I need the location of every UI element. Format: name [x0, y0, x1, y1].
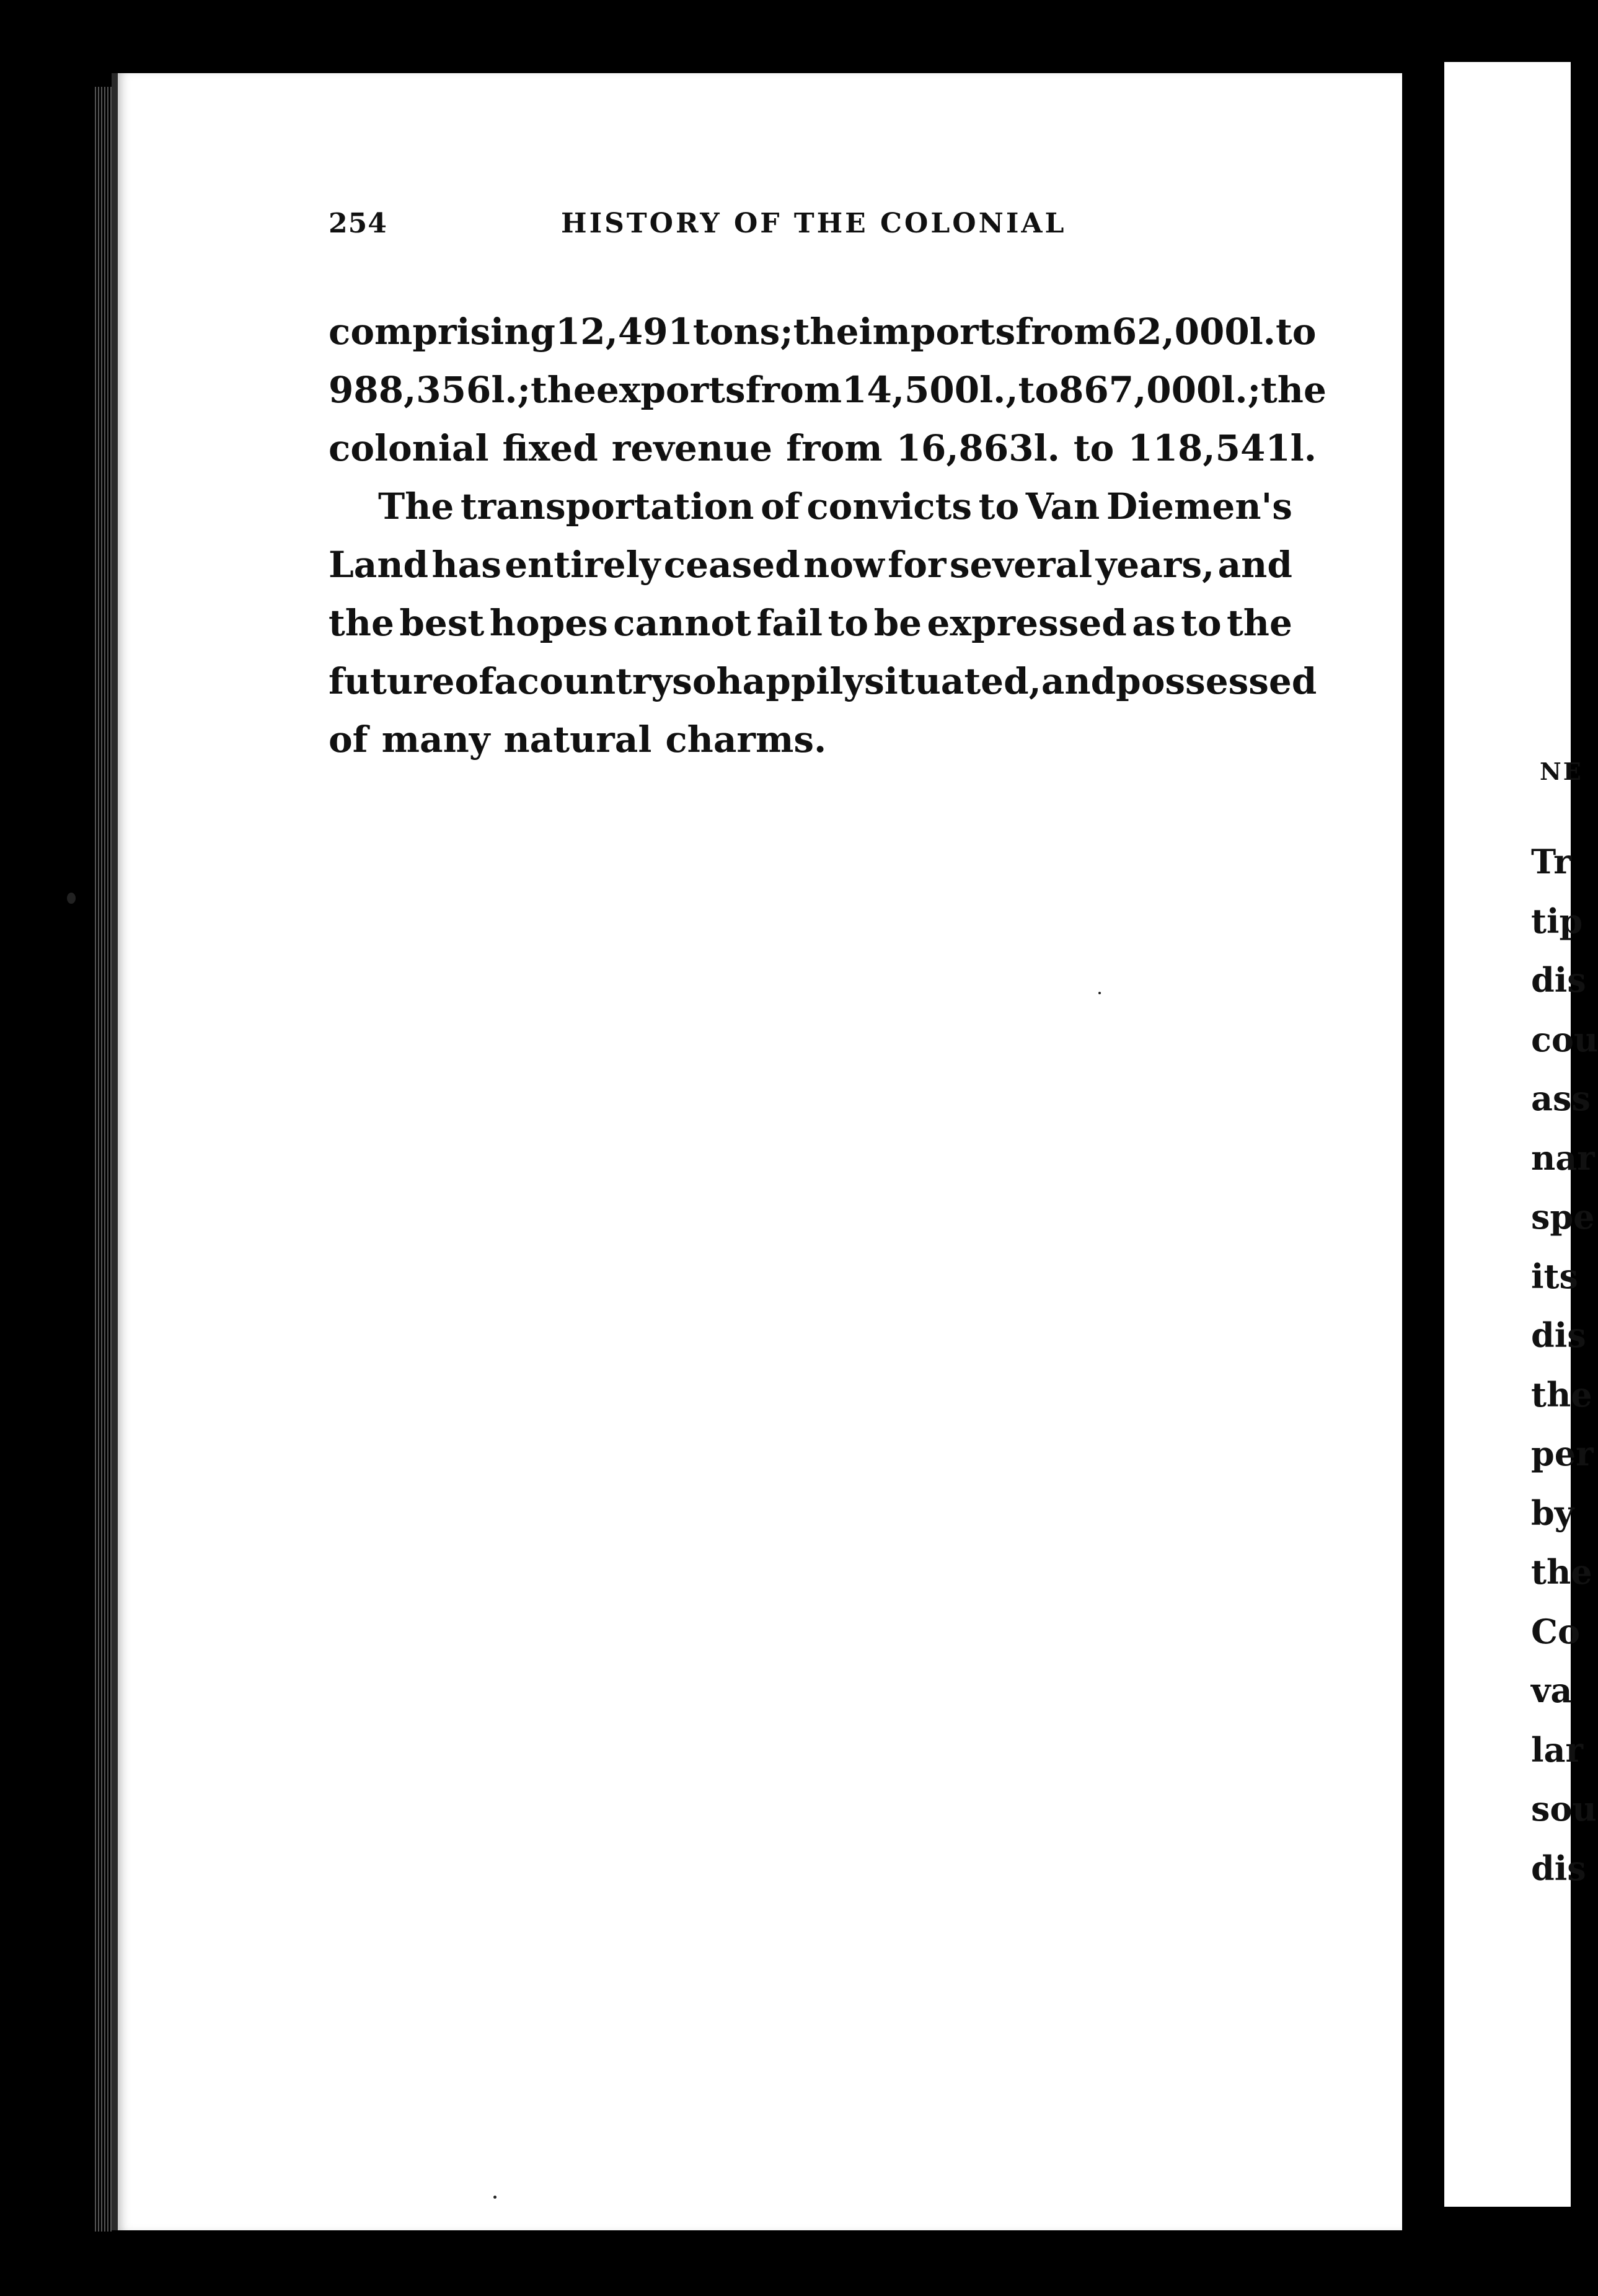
word: a — [494, 660, 518, 702]
page-header — [329, 208, 1067, 245]
word: entirely — [505, 544, 661, 586]
right-page-line-fragment: dis — [1531, 1315, 1586, 1355]
word: fail — [756, 602, 823, 644]
word: has — [431, 544, 501, 586]
word: years, — [1095, 544, 1215, 586]
word: and — [1217, 544, 1292, 586]
word: so — [672, 660, 717, 702]
word: revenue — [611, 427, 773, 469]
word: country — [517, 660, 673, 702]
word: Diemen's — [1106, 485, 1292, 528]
text-line — [329, 302, 1317, 361]
word: tons; — [692, 311, 793, 353]
running-head: HISTORY OF THE COLONIAL — [561, 208, 1067, 239]
text-line — [329, 594, 1292, 652]
right-page-line-fragment: its — [1531, 1256, 1578, 1296]
right-page-line-fragment: va — [1531, 1671, 1573, 1710]
word: colonial — [329, 427, 489, 469]
word: of — [761, 485, 800, 528]
word: fixed — [502, 427, 598, 469]
book-gutter — [1402, 62, 1446, 2244]
word: for — [888, 544, 947, 586]
page-number: 254 — [329, 208, 387, 239]
word: imports — [859, 311, 1016, 353]
right-page-line-fragment: spe — [1531, 1197, 1595, 1237]
word: hopes — [489, 602, 608, 644]
word: the — [793, 311, 859, 353]
word: 14,500l., — [842, 369, 1018, 411]
word: to — [1181, 602, 1222, 644]
word: possessed — [1116, 660, 1317, 702]
word: happily — [716, 660, 865, 702]
right-page-line-fragment: sou — [1531, 1789, 1597, 1829]
right-page-line-fragment: Tr — [1531, 842, 1571, 881]
text-line — [329, 710, 1292, 769]
scan-speck — [493, 2196, 497, 2199]
word: natural — [503, 718, 652, 761]
word: be — [873, 602, 922, 644]
word: exports — [596, 369, 746, 411]
word: now — [803, 544, 885, 586]
word: expressed — [927, 602, 1127, 644]
word: transportation — [460, 485, 754, 528]
right-page-line-fragment: cou — [1531, 1019, 1598, 1059]
word: the — [1227, 602, 1292, 644]
right-page-line-fragment: by — [1531, 1493, 1574, 1533]
right-page-head-fragment: NE — [1540, 757, 1583, 785]
right-page-line-fragment: dis — [1531, 1848, 1586, 1888]
right-page-line-fragment: the — [1531, 1374, 1592, 1415]
word: the — [530, 369, 596, 411]
word: cannot — [613, 602, 751, 644]
word: to — [1275, 311, 1317, 353]
word: Land — [329, 544, 429, 586]
word: and — [1041, 660, 1116, 702]
word: as — [1132, 602, 1176, 644]
body-text — [329, 302, 1327, 769]
word: from — [745, 369, 842, 411]
word: of — [329, 718, 368, 761]
word: future — [329, 660, 455, 702]
right-page-line-fragment: nar — [1531, 1137, 1595, 1178]
text-line — [329, 477, 1292, 536]
right-page-line-fragment: tip — [1531, 901, 1583, 941]
right-page-line-fragment: dis — [1531, 960, 1586, 1000]
text-line — [329, 361, 1327, 419]
word: 988,356l.; — [329, 369, 531, 411]
word: several — [949, 544, 1093, 586]
word: many — [381, 718, 490, 761]
word: ceased — [663, 544, 800, 586]
word: to — [1073, 427, 1115, 469]
word: 12,491 — [555, 311, 693, 353]
word: the — [1261, 369, 1327, 411]
word: charms. — [665, 718, 827, 761]
word: of — [454, 660, 495, 702]
right-page-line-fragment: Co — [1531, 1611, 1580, 1651]
page-edge-stack — [93, 87, 112, 2232]
right-page-line-fragment: ass — [1531, 1079, 1591, 1118]
word: best — [399, 602, 485, 644]
word: situated, — [864, 660, 1041, 702]
word: 62,000l. — [1111, 311, 1276, 353]
word: comprising — [329, 311, 555, 353]
text-line — [329, 419, 1317, 477]
word: the — [329, 602, 394, 644]
word: 867,000l.; — [1059, 369, 1261, 411]
word: Van — [1025, 485, 1100, 528]
right-page-line-fragment: per — [1531, 1434, 1594, 1473]
scan-speck — [1098, 992, 1101, 994]
word: 118,541l. — [1128, 427, 1317, 469]
word: to — [978, 485, 1020, 528]
right-page-line-fragment: lar — [1531, 1729, 1583, 1770]
word: to — [1018, 369, 1059, 411]
word: from — [786, 427, 883, 469]
text-line — [329, 652, 1317, 710]
word: 16,863l. — [896, 427, 1060, 469]
text-line — [329, 536, 1292, 594]
word: from — [1015, 311, 1112, 353]
word: to — [828, 602, 869, 644]
scan-speck — [67, 893, 76, 904]
word: The — [378, 485, 454, 528]
right-page-line-fragment: the — [1531, 1552, 1592, 1592]
word: convicts — [806, 485, 973, 528]
